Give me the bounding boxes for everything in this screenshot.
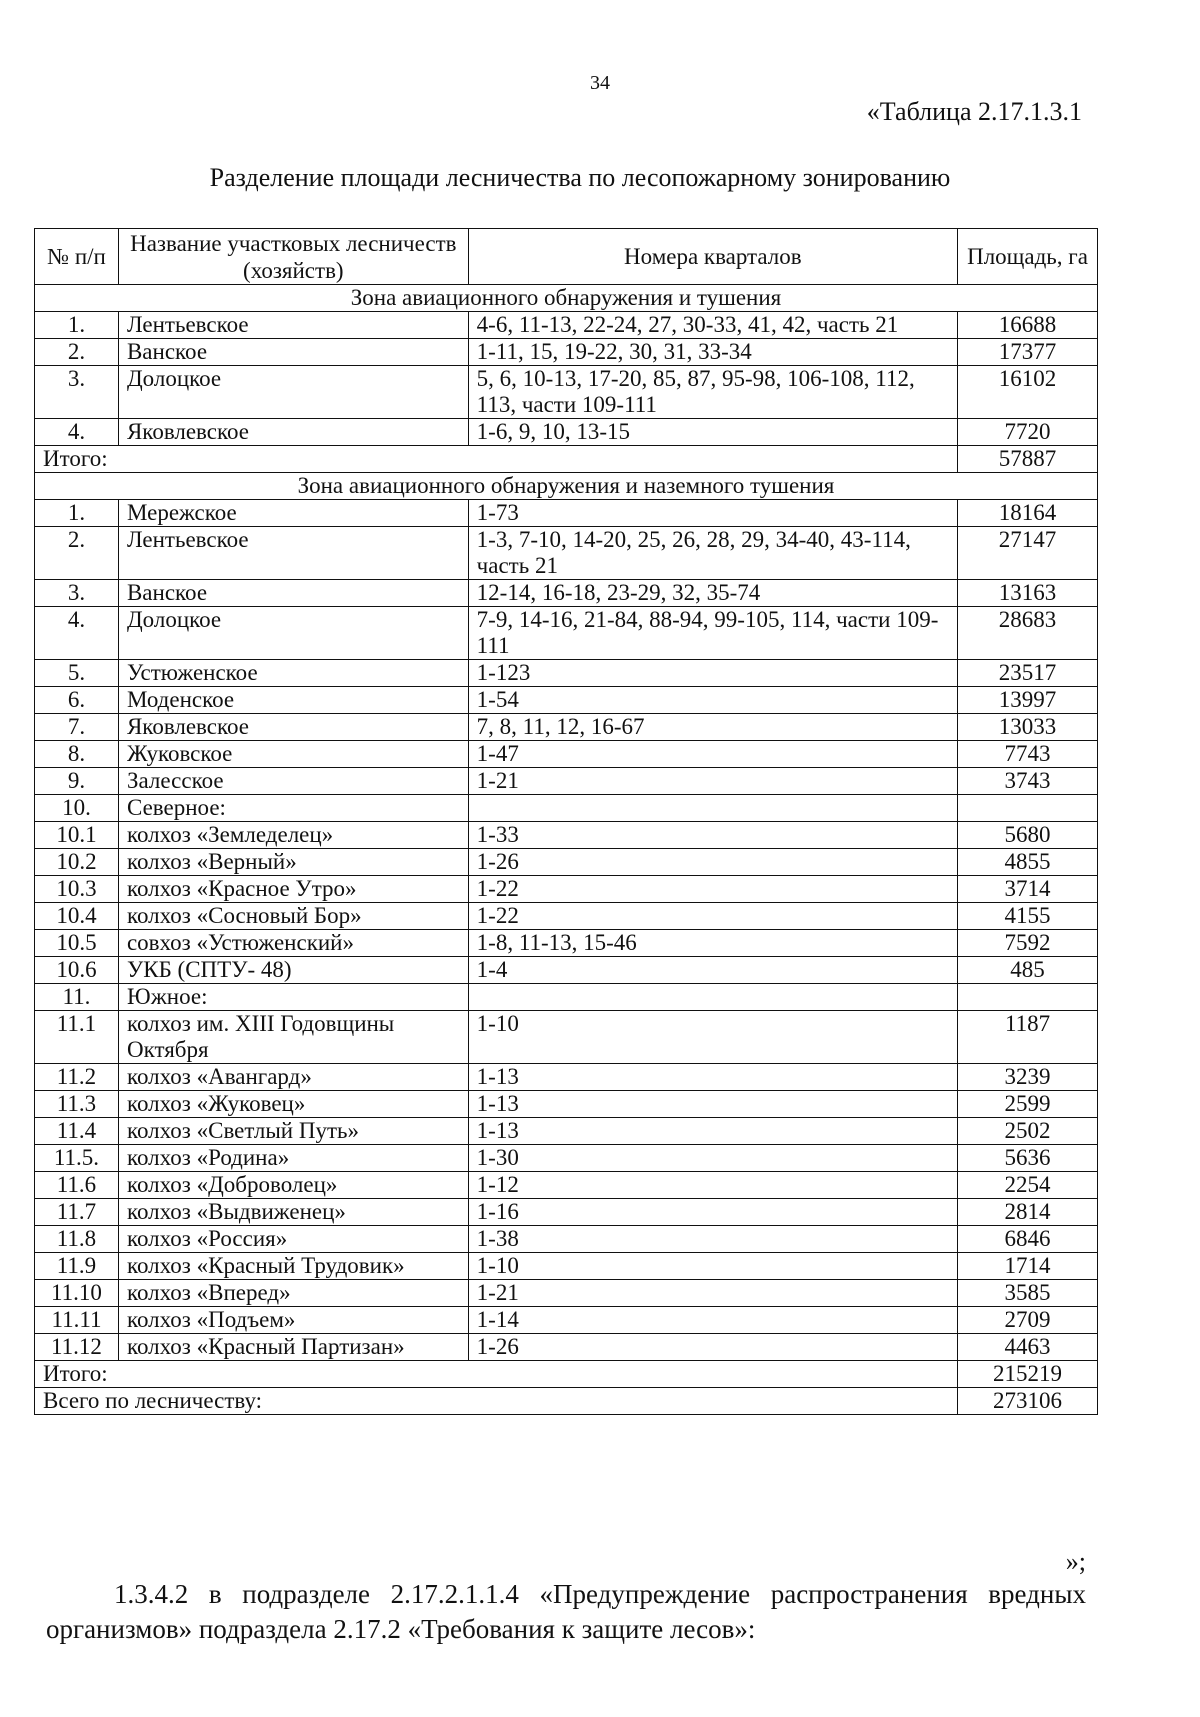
forestry-name: колхоз «Вперед»	[118, 1280, 468, 1307]
area-value: 2254	[958, 1172, 1098, 1199]
quarter-numbers: 1-12	[468, 1172, 957, 1199]
table-row	[35, 957, 1098, 984]
row-number: 10.5	[35, 930, 119, 957]
table-row	[35, 607, 1098, 660]
subtotal-value: 57887	[958, 446, 1098, 473]
table-row	[35, 1253, 1098, 1280]
zone-title: Зона авиационного обнаружения и тушения	[35, 285, 1098, 312]
area-value: 6846	[958, 1226, 1098, 1253]
quarter-numbers: 1-13	[468, 1064, 957, 1091]
quarter-numbers: 1-3, 7-10, 14-20, 25, 26, 28, 29, 34-40, 43-114, часть 21	[468, 527, 957, 580]
forestry-name: Яковлевское	[118, 714, 468, 741]
area-value: 7720	[958, 419, 1098, 446]
quarter-numbers: 7, 8, 11, 12, 16-67	[468, 714, 957, 741]
area-value: 7592	[958, 930, 1098, 957]
row-number: 11.4	[35, 1118, 119, 1145]
grand-total-row	[35, 1388, 1098, 1415]
forestry-name: колхоз «Авангард»	[118, 1064, 468, 1091]
area-value: 5680	[958, 822, 1098, 849]
table-row	[35, 1334, 1098, 1361]
header-name: Название участковых лесничеств (хозяйств)	[118, 229, 468, 285]
area-value: 485	[958, 957, 1098, 984]
quarter-numbers: 5, 6, 10-13, 17-20, 85, 87, 95-98, 106-108, 112, 113, части 109-111	[468, 366, 957, 419]
row-number: 11.12	[35, 1334, 119, 1361]
row-number: 1.	[35, 500, 119, 527]
quarter-numbers: 1-10	[468, 1253, 957, 1280]
table-row	[35, 1280, 1098, 1307]
table-row	[35, 768, 1098, 795]
forestry-name: колхоз «Земледелец»	[118, 822, 468, 849]
area-value: 2709	[958, 1307, 1098, 1334]
quarter-numbers: 1-47	[468, 741, 957, 768]
table-body	[35, 285, 1098, 1415]
area-value: 18164	[958, 500, 1098, 527]
quarter-numbers: 12-14, 16-18, 23-29, 32, 35-74	[468, 580, 957, 607]
forestry-name: Моденское	[118, 687, 468, 714]
quarter-numbers	[468, 795, 957, 822]
table-row	[35, 687, 1098, 714]
row-number: 4.	[35, 607, 119, 660]
area-value: 7743	[958, 741, 1098, 768]
table-row	[35, 984, 1098, 1011]
forestry-name: колхоз «Светлый Путь»	[118, 1118, 468, 1145]
forestry-name: колхоз «Красный Трудовик»	[118, 1253, 468, 1280]
table-row	[35, 930, 1098, 957]
row-number: 1.	[35, 312, 119, 339]
area-value: 3585	[958, 1280, 1098, 1307]
quarter-numbers: 1-33	[468, 822, 957, 849]
row-number: 11.7	[35, 1199, 119, 1226]
area-value	[958, 795, 1098, 822]
body-paragraph: 1.3.4.2 в подразделе 2.17.2.1.1.4 «Предупреждение распространения вредных организмов» подраздела 2.17.2 «Требования к защите лесов»:	[46, 1579, 1086, 1644]
area-value: 3743	[958, 768, 1098, 795]
area-value: 16688	[958, 312, 1098, 339]
quarter-numbers: 1-26	[468, 849, 957, 876]
quarter-numbers: 1-21	[468, 1280, 957, 1307]
table-row	[35, 527, 1098, 580]
quarter-numbers: 1-123	[468, 660, 957, 687]
subtotal-value: 215219	[958, 1361, 1098, 1388]
quarter-numbers: 1-13	[468, 1091, 957, 1118]
row-number: 8.	[35, 741, 119, 768]
row-number: 9.	[35, 768, 119, 795]
forestry-name: колхоз «Родина»	[118, 1145, 468, 1172]
row-number: 11.11	[35, 1307, 119, 1334]
grand-total-label: Всего по лесничеству:	[35, 1388, 958, 1415]
quarter-numbers: 1-10	[468, 1011, 957, 1064]
page-number: 34	[590, 72, 610, 94]
quarter-numbers: 7-9, 14-16, 21-84, 88-94, 99-105, 114, части 109-111	[468, 607, 957, 660]
quarter-numbers: 1-22	[468, 876, 957, 903]
area-value: 27147	[958, 527, 1098, 580]
area-value: 3714	[958, 876, 1098, 903]
row-number: 10.1	[35, 822, 119, 849]
table-row	[35, 339, 1098, 366]
forestry-name: УКБ (СПТУ- 48)	[118, 957, 468, 984]
row-number: 11.6	[35, 1172, 119, 1199]
area-value: 2814	[958, 1199, 1098, 1226]
quarter-numbers: 1-4	[468, 957, 957, 984]
forestry-name: колхоз «Красное Утро»	[118, 876, 468, 903]
zone-header-row	[35, 285, 1098, 312]
quarter-numbers: 1-13	[468, 1118, 957, 1145]
area-value: 5636	[958, 1145, 1098, 1172]
area-value: 1187	[958, 1011, 1098, 1064]
quarter-numbers: 1-22	[468, 903, 957, 930]
area-value: 16102	[958, 366, 1098, 419]
quarter-numbers: 1-38	[468, 1226, 957, 1253]
row-number: 3.	[35, 366, 119, 419]
subtotal-row	[35, 1361, 1098, 1388]
table-row	[35, 500, 1098, 527]
table-row	[35, 1145, 1098, 1172]
forestry-name: Северное:	[118, 795, 468, 822]
zoning-table	[34, 228, 1098, 1415]
table-row	[35, 366, 1098, 419]
area-value	[958, 984, 1098, 1011]
row-number: 10.	[35, 795, 119, 822]
forestry-name: колхоз «Подъем»	[118, 1307, 468, 1334]
quarter-numbers: 1-73	[468, 500, 957, 527]
table-row	[35, 795, 1098, 822]
forestry-name: Устюженское	[118, 660, 468, 687]
quarter-numbers: 1-16	[468, 1199, 957, 1226]
table-title: Разделение площади лесничества по лесопожарному зонированию	[209, 163, 951, 192]
table-row	[35, 1172, 1098, 1199]
quarter-numbers: 1-26	[468, 1334, 957, 1361]
table-row	[35, 849, 1098, 876]
forestry-name: колхоз «Красный Партизан»	[118, 1334, 468, 1361]
area-value: 2599	[958, 1091, 1098, 1118]
quarter-numbers: 1-54	[468, 687, 957, 714]
table-row	[35, 312, 1098, 339]
forestry-name: Лентьевское	[118, 312, 468, 339]
row-number: 11.9	[35, 1253, 119, 1280]
table-row	[35, 419, 1098, 446]
zone-header-row	[35, 473, 1098, 500]
row-number: 6.	[35, 687, 119, 714]
table-row	[35, 660, 1098, 687]
row-number: 11.3	[35, 1091, 119, 1118]
forestry-name: Яковлевское	[118, 419, 468, 446]
quarter-numbers: 1-6, 9, 10, 13-15	[468, 419, 957, 446]
forestry-name: колхоз им. XIII Годовщины Октября	[118, 1011, 468, 1064]
closing-quote: »;	[1065, 1547, 1086, 1576]
table-row	[35, 714, 1098, 741]
table-row	[35, 1064, 1098, 1091]
header-num: № п/п	[35, 229, 119, 285]
area-value: 28683	[958, 607, 1098, 660]
row-number: 11.10	[35, 1280, 119, 1307]
table-row	[35, 876, 1098, 903]
table-label: «Таблица 2.17.1.3.1	[866, 97, 1082, 126]
table-row	[35, 1011, 1098, 1064]
zone-title: Зона авиационного обнаружения и наземного тушения	[35, 473, 1098, 500]
forestry-name: Лентьевское	[118, 527, 468, 580]
row-number: 10.4	[35, 903, 119, 930]
forestry-name: колхоз «Сосновый Бор»	[118, 903, 468, 930]
row-number: 11.8	[35, 1226, 119, 1253]
table-row	[35, 1307, 1098, 1334]
quarter-numbers	[468, 984, 957, 1011]
table-row	[35, 822, 1098, 849]
table-row	[35, 1118, 1098, 1145]
area-value: 23517	[958, 660, 1098, 687]
area-value: 17377	[958, 339, 1098, 366]
table-row	[35, 1091, 1098, 1118]
area-value: 2502	[958, 1118, 1098, 1145]
quarter-numbers: 1-14	[468, 1307, 957, 1334]
area-value: 4155	[958, 903, 1098, 930]
area-value: 13033	[958, 714, 1098, 741]
subtotal-label: Итого:	[35, 1361, 958, 1388]
row-number: 4.	[35, 419, 119, 446]
table-row	[35, 1226, 1098, 1253]
row-number: 10.6	[35, 957, 119, 984]
grand-total-value: 273106	[958, 1388, 1098, 1415]
forestry-name: Ванское	[118, 339, 468, 366]
area-value: 4855	[958, 849, 1098, 876]
quarter-numbers: 1-8, 11-13, 15-46	[468, 930, 957, 957]
quarter-numbers: 4-6, 11-13, 22-24, 27, 30-33, 41, 42, часть 21	[468, 312, 957, 339]
forestry-name: Мережское	[118, 500, 468, 527]
forestry-name: колхоз «Россия»	[118, 1226, 468, 1253]
area-value: 1714	[958, 1253, 1098, 1280]
forestry-name: Долоцкое	[118, 607, 468, 660]
table-header-row	[35, 229, 1098, 285]
area-value: 13163	[958, 580, 1098, 607]
row-number: 5.	[35, 660, 119, 687]
row-number: 2.	[35, 527, 119, 580]
quarter-numbers: 1-30	[468, 1145, 957, 1172]
area-value: 13997	[958, 687, 1098, 714]
row-number: 11.2	[35, 1064, 119, 1091]
row-number: 11.	[35, 984, 119, 1011]
forestry-name: Ванское	[118, 580, 468, 607]
subtotal-label: Итого:	[35, 446, 958, 473]
forestry-name: колхоз «Верный»	[118, 849, 468, 876]
forestry-name: Залесское	[118, 768, 468, 795]
area-value: 3239	[958, 1064, 1098, 1091]
table-row	[35, 903, 1098, 930]
header-area: Площадь, га	[958, 229, 1098, 285]
row-number: 10.3	[35, 876, 119, 903]
forestry-name: колхоз «Выдвиженец»	[118, 1199, 468, 1226]
quarter-numbers: 1-11, 15, 19-22, 30, 31, 33-34	[468, 339, 957, 366]
header-quarters: Номера кварталов	[468, 229, 957, 285]
quarter-numbers: 1-21	[468, 768, 957, 795]
forestry-name: колхоз «Доброволец»	[118, 1172, 468, 1199]
forestry-name: Долоцкое	[118, 366, 468, 419]
row-number: 11.5.	[35, 1145, 119, 1172]
row-number: 7.	[35, 714, 119, 741]
forestry-name: Южное:	[118, 984, 468, 1011]
area-value: 4463	[958, 1334, 1098, 1361]
table-row	[35, 580, 1098, 607]
table-row	[35, 741, 1098, 768]
forestry-name: совхоз «Устюженский»	[118, 930, 468, 957]
row-number: 2.	[35, 339, 119, 366]
forestry-name: колхоз «Жуковец»	[118, 1091, 468, 1118]
forestry-name: Жуковское	[118, 741, 468, 768]
subtotal-row	[35, 446, 1098, 473]
row-number: 3.	[35, 580, 119, 607]
row-number: 10.2	[35, 849, 119, 876]
row-number: 11.1	[35, 1011, 119, 1064]
table-row	[35, 1199, 1098, 1226]
